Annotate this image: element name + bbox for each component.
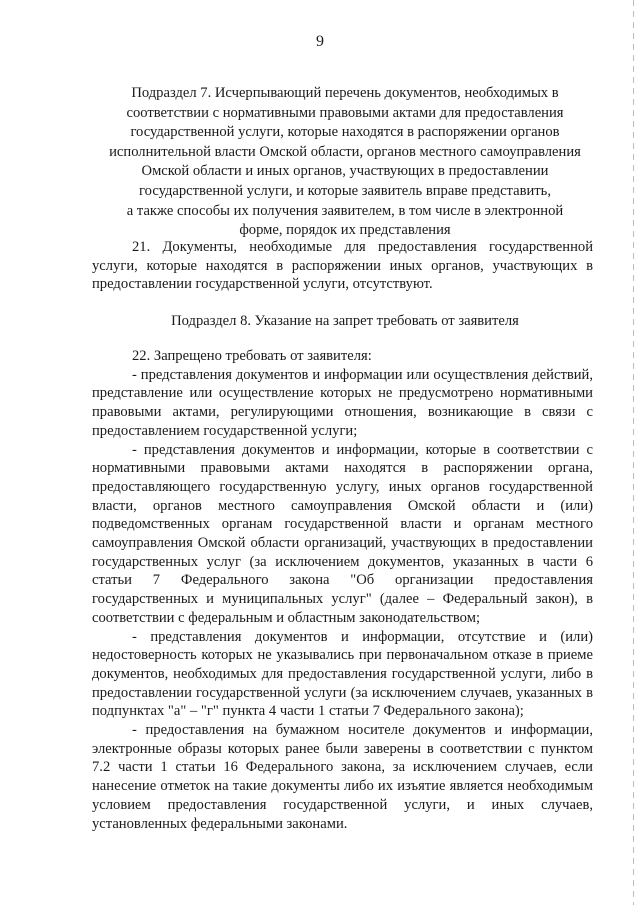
subsection-7-title-line: Подраздел 7. Исчерпывающий перечень документов, необходимых в <box>131 85 559 101</box>
prohibition-item: - представления документов и информации, отсутствие и (или) недостоверность которых не указывались при первоначальном отказе в приеме документов, необходимых для предоставления государственной услуги, либо в предоставлении государственной услуги (за исключением случаев, указанных в подпунктах "а" – "г" пункта 4 части 1 статьи 7 Федерального закона); <box>92 628 593 720</box>
subsection-7-title-line: государственной услуги, и которые заявитель вправе представить, <box>139 182 551 199</box>
prohibition-item: - представления документов и информации или осуществления действий, представление или осуществление которых не предусмотрено нормативными правовыми актами, регулирующими отношения, возникающие в связи с предоставлением государственной услуги; <box>92 366 593 439</box>
prohibition-item: - предоставления на бумажном носителе документов и информации, электронные образы которых ранее были заверены в соответствии с пунктом 7.2 части 1 статьи 16 Федерального закона, за исключением случаев, если нанесение отметок на такие документы либо их изъятие является необходимым условием предоставления государственной услуги, и иных случаев, установленных федеральными законами. <box>92 722 593 832</box>
paragraph-22 <box>92 347 593 833</box>
prohibition-item: - представления документов и информации, которые в соответствии с нормативными правовыми актами находятся в распоряжении органа, предоставляющего государственную услугу, иных органов государственной власти, органов местного самоуправления Омской области и (или) подведомственных органам государственной власти и органам местного самоуправления Омской области организаций, участвующих в предоставлении государственных услуг (за исключением документов, указанных в части 6 статьи 7 Федерального закона "Об организации предоставления государственных и муниципальных услуг" (далее – Федеральный закон), в соответствии с федеральным и областным законодательством; <box>92 441 593 626</box>
paragraph-21: 21. Документы, необходимые для предоставления государственной услуги, которые находятся в распоряжении иных органов, участвующих в предоставлении государственной услуги, отсутствуют. <box>92 239 593 293</box>
subsection-7-title-line: исполнительной власти Омской области, органов местного самоуправления <box>109 143 581 160</box>
subsection-8-title: Подраздел 8. Указание на запрет требовать от заявителя <box>171 313 519 329</box>
subsection-7-title-line: а также способы их получения заявителем, в том числе в электронной <box>126 202 564 219</box>
subsection-7-title-line: форме, порядок их представления <box>239 222 451 239</box>
subsection-7-title <box>100 84 590 241</box>
scan-page-edge <box>633 0 634 905</box>
subsection-7-title-line: Омской области и иных органов, участвующих в предоставлении <box>141 163 549 180</box>
subsection-7-title-line: соответствии с нормативными правовыми актами для предоставления <box>126 104 564 121</box>
subsection-7-title-line: государственной услуги, которые находятся в распоряжении органов <box>130 124 560 141</box>
paragraph-22-intro: 22. Запрещено требовать от заявителя: <box>132 348 372 364</box>
page-number: 9 <box>316 33 324 50</box>
